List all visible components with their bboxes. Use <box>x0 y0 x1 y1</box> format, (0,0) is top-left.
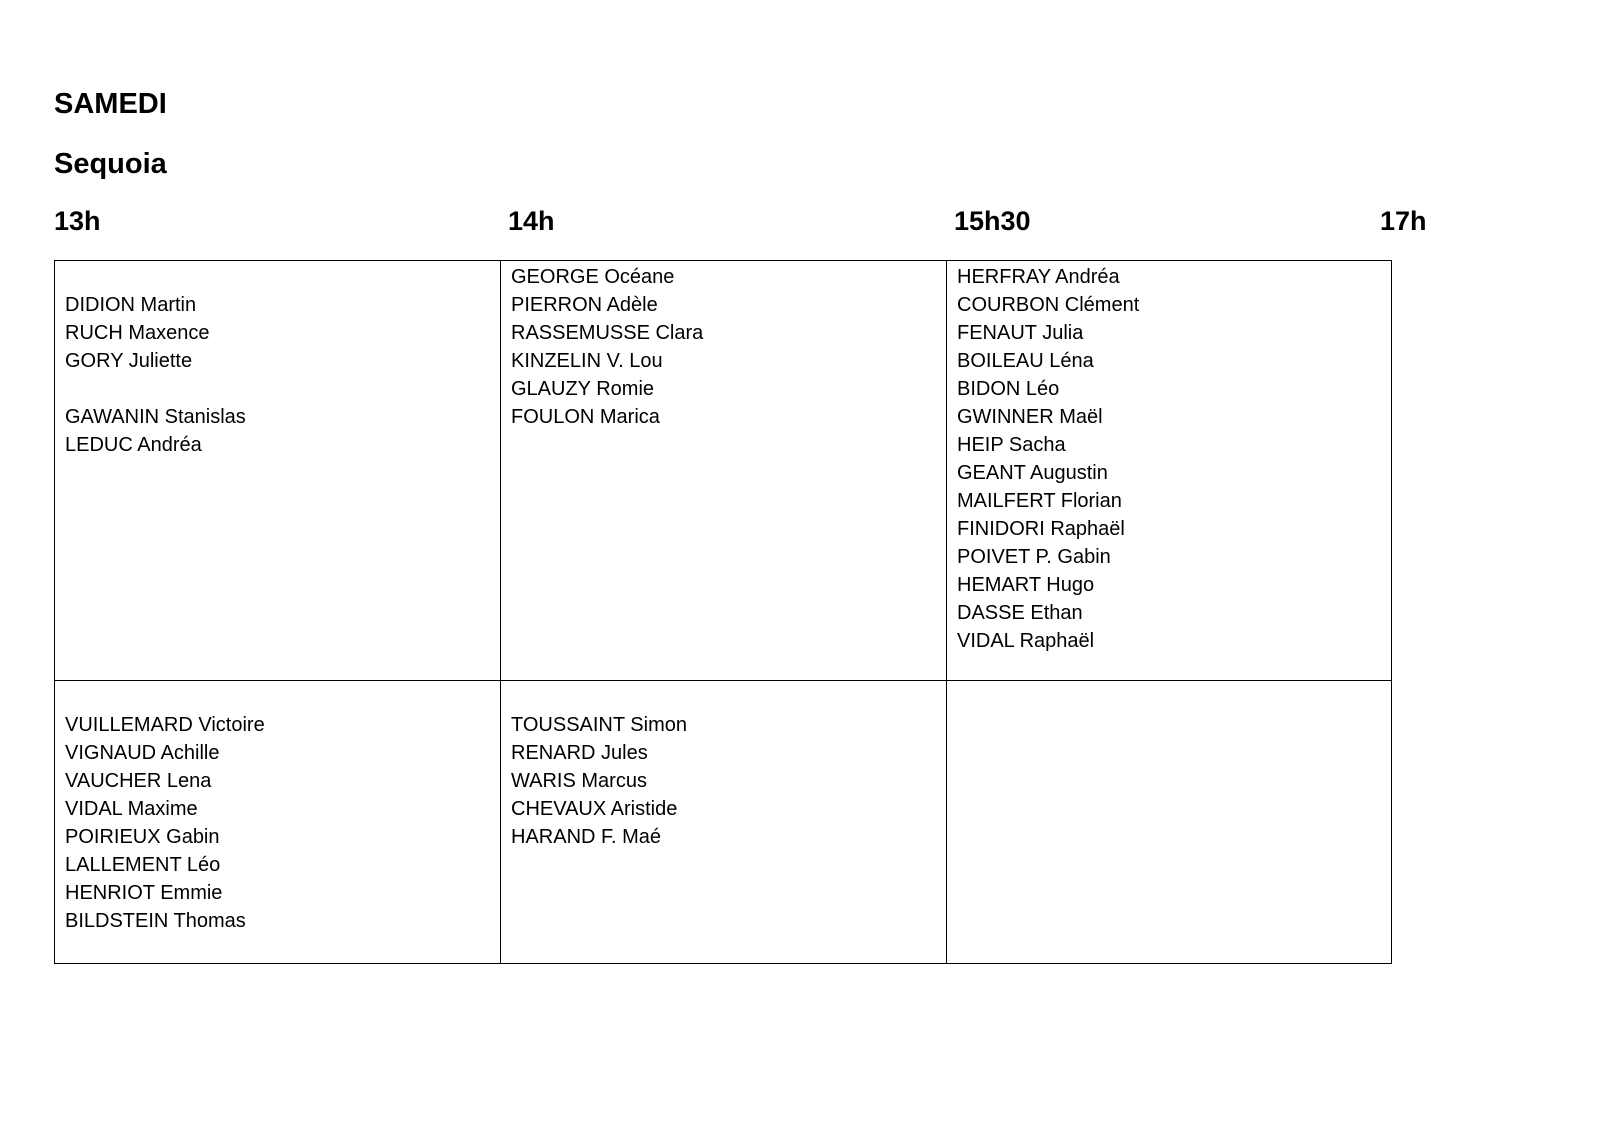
student-name: HENRIOT Emmie <box>65 882 223 904</box>
student-name: HEIP Sacha <box>957 434 1066 456</box>
student-name: HARAND F. Maé <box>511 826 662 848</box>
student-name: LALLEMENT Léo <box>65 854 221 876</box>
time-label-17h: 17h <box>1380 206 1427 236</box>
cell-row1-15h30 <box>947 261 1392 681</box>
student-name: GLAUZY Romie <box>511 378 655 400</box>
student-name: COURBON Clément <box>957 294 1140 316</box>
student-name: WARIS Marcus <box>511 770 647 792</box>
student-name: VUILLEMARD Victoire <box>65 714 265 736</box>
student-name: GEORGE Océane <box>511 266 675 288</box>
cell-row1-14h <box>501 261 947 681</box>
student-name: LEDUC Andréa <box>65 434 202 456</box>
student-name: GORY Juliette <box>65 350 193 372</box>
schedule-table <box>54 260 1392 964</box>
student-name: GWINNER Maël <box>957 406 1103 428</box>
student-name: KINZELIN V. Lou <box>511 350 663 372</box>
student-name: PIERRON Adèle <box>511 294 658 316</box>
time-label-15h30: 15h30 <box>954 206 1031 236</box>
student-name: VIDAL Maxime <box>65 798 198 820</box>
student-name: HEMART Hugo <box>957 574 1095 596</box>
schedule-row-1 <box>55 261 1392 681</box>
cell-row2-15h30 <box>947 681 1392 964</box>
student-name: BILDSTEIN Thomas <box>65 910 246 932</box>
student-name: HERFRAY Andréa <box>957 266 1120 288</box>
student-name: DASSE Ethan <box>957 602 1083 624</box>
student-name: VAUCHER Lena <box>65 770 212 792</box>
time-label-13h: 13h <box>54 206 101 236</box>
time-label-14h: 14h <box>508 206 555 236</box>
student-name: FOULON Marica <box>511 406 660 428</box>
cell-row2-14h <box>501 681 947 964</box>
student-name: CHEVAUX Aristide <box>511 798 678 820</box>
student-name <box>65 375 490 403</box>
cell-row1-13h <box>55 261 501 681</box>
student-name: GAWANIN Stanislas <box>65 406 246 428</box>
student-name: BIDON Léo <box>957 378 1060 400</box>
student-name: RENARD Jules <box>511 742 648 764</box>
student-name: POIVET P. Gabin <box>957 546 1111 568</box>
student-name: MAILFERT Florian <box>957 490 1122 512</box>
schedule-row-2 <box>55 681 1392 964</box>
day-title: SAMEDI <box>54 88 167 120</box>
student-name: POIRIEUX Gabin <box>65 826 220 848</box>
student-name: GEANT Augustin <box>957 462 1108 484</box>
student-name: RUCH Maxence <box>65 322 210 344</box>
room-title: Sequoia <box>54 148 167 180</box>
student-name: FENAUT Julia <box>957 322 1084 344</box>
student-name: VIDAL Raphaël <box>957 630 1095 652</box>
student-name: BOILEAU Léna <box>957 350 1094 372</box>
student-name: TOUSSAINT Simon <box>511 714 687 736</box>
student-name: FINIDORI Raphaël <box>957 518 1125 540</box>
cell-row2-13h <box>55 681 501 964</box>
student-name: RASSEMUSSE Clara <box>511 322 704 344</box>
student-name: VIGNAUD Achille <box>65 742 220 764</box>
student-name: DIDION Martin <box>65 294 197 316</box>
